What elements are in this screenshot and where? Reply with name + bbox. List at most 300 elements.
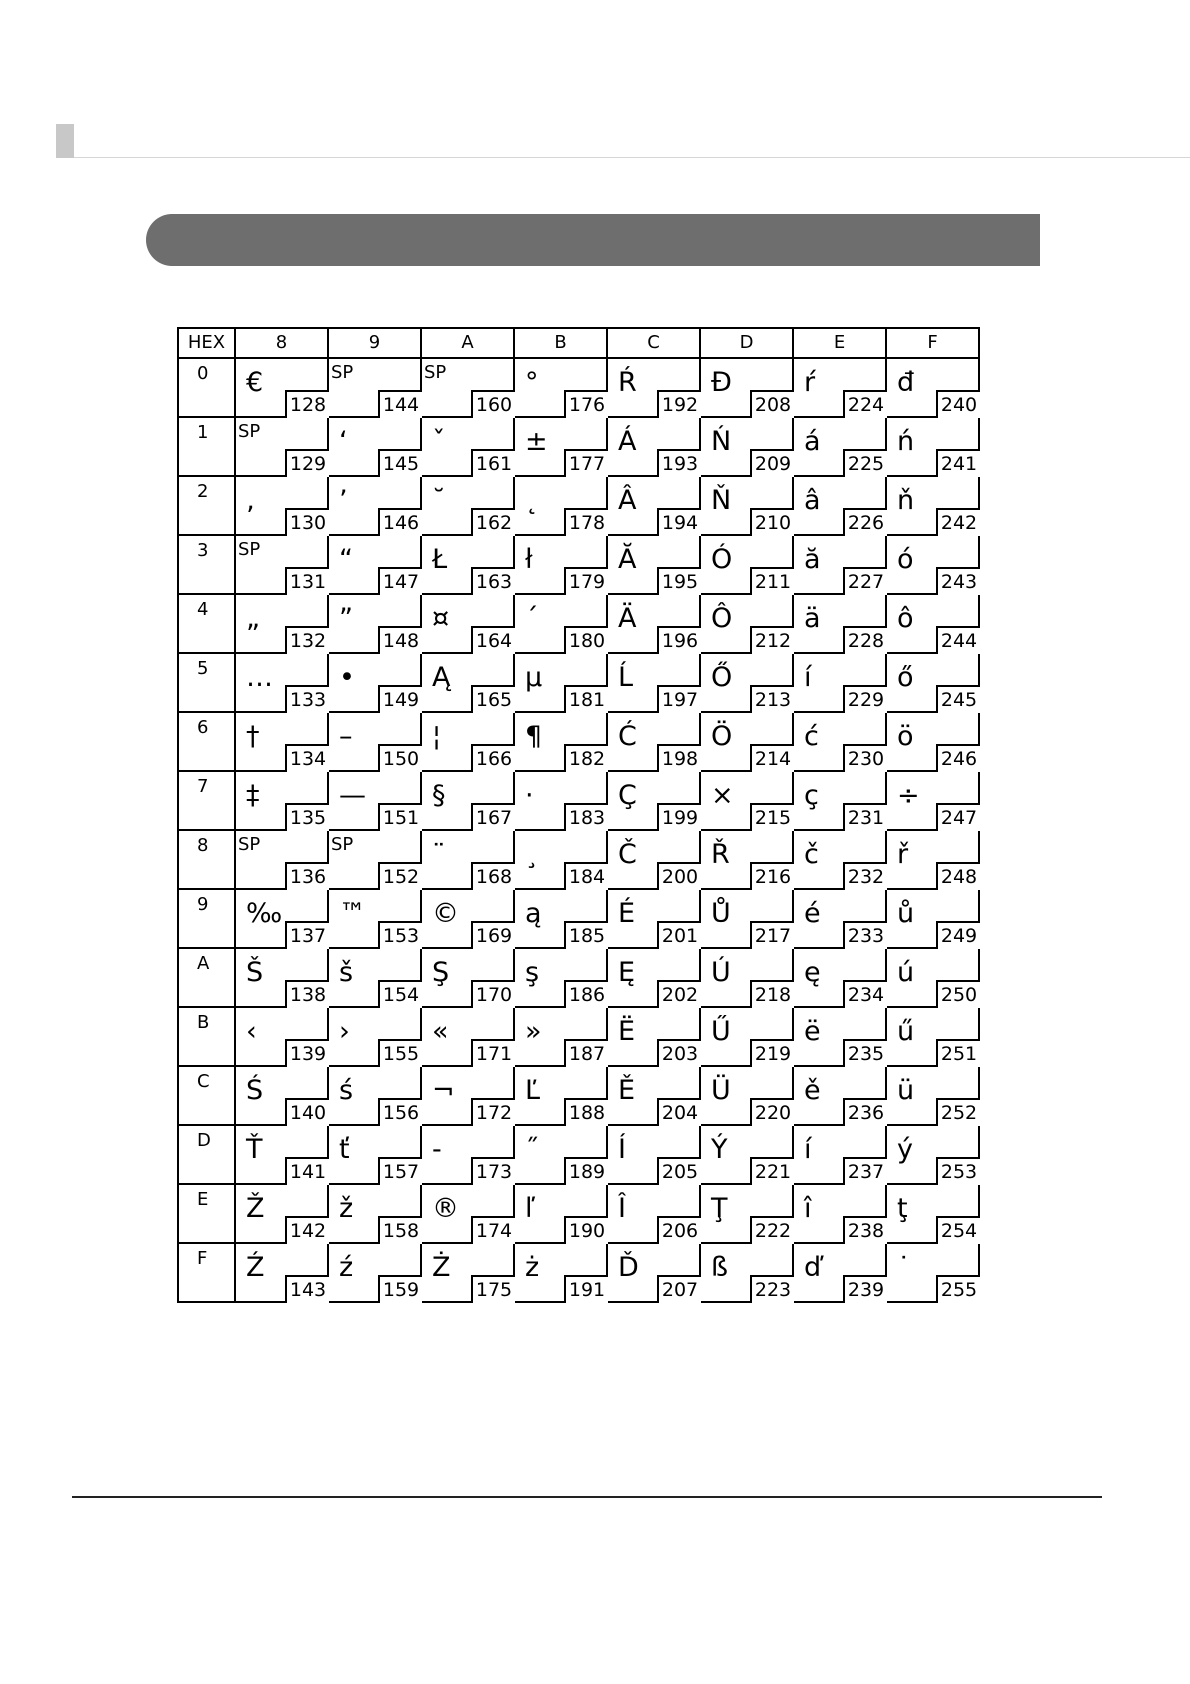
char-glyph: ŕ	[804, 367, 816, 398]
decimal-code: 229	[843, 685, 887, 713]
char-glyph: ă	[804, 544, 821, 575]
column-header-label: C	[647, 332, 660, 353]
decimal-code: 251	[936, 1039, 980, 1067]
char-glyph: ę	[804, 957, 821, 988]
char-cell	[793, 358, 886, 417]
char-glyph: ˘	[432, 485, 446, 516]
decimal-code: 249	[936, 921, 980, 949]
decimal-code: 176	[564, 390, 608, 418]
decimal-code: 167	[471, 803, 515, 831]
decimal-code: 146	[378, 508, 422, 536]
char-glyph: Ű	[711, 1016, 731, 1047]
char-cell	[607, 417, 700, 476]
char-cell	[421, 771, 514, 830]
char-cell	[514, 712, 607, 771]
table-row	[178, 653, 979, 712]
decimal-code: 133	[285, 685, 329, 713]
char-cell	[421, 476, 514, 535]
decimal-code: 156	[378, 1098, 422, 1126]
char-cell	[607, 653, 700, 712]
decimal-code: 241	[936, 449, 980, 477]
decimal-code: 233	[843, 921, 887, 949]
char-cell	[421, 1125, 514, 1184]
decimal-code: 234	[843, 980, 887, 1008]
char-glyph: ě	[804, 1075, 821, 1106]
char-cell	[700, 1243, 793, 1302]
char-cell	[514, 1184, 607, 1243]
char-cell	[235, 417, 328, 476]
row-hex-cell	[178, 1243, 235, 1302]
table-row	[178, 1243, 979, 1302]
char-cell	[514, 358, 607, 417]
char-glyph: â	[804, 485, 821, 516]
decimal-code: 196	[657, 626, 701, 654]
char-cell	[886, 594, 979, 653]
char-cell	[700, 594, 793, 653]
char-cell	[421, 653, 514, 712]
char-glyph: µ	[525, 662, 543, 693]
decimal-code: 244	[936, 626, 980, 654]
char-glyph: É	[618, 898, 636, 929]
char-cell	[328, 358, 421, 417]
char-glyph: Ó	[711, 544, 733, 575]
char-glyph: Ň	[711, 485, 732, 516]
table-row	[178, 1184, 979, 1243]
char-cell	[235, 653, 328, 712]
row-hex-label: 5	[197, 658, 209, 679]
decimal-code: 220	[750, 1098, 794, 1126]
decimal-code: 246	[936, 744, 980, 772]
decimal-code: 131	[285, 567, 329, 595]
char-cell	[421, 830, 514, 889]
row-hex-cell	[178, 1007, 235, 1066]
char-glyph: ý	[897, 1134, 913, 1165]
char-cell	[793, 594, 886, 653]
table-row	[178, 1007, 979, 1066]
char-glyph: ö	[897, 721, 914, 752]
table-row	[178, 712, 979, 771]
column-header-cell	[328, 328, 421, 358]
char-cell	[700, 535, 793, 594]
decimal-code: 250	[936, 980, 980, 1008]
char-cell	[886, 653, 979, 712]
char-glyph: ˙	[897, 1252, 911, 1283]
char-glyph: ¸	[525, 839, 539, 870]
decimal-code: 161	[471, 449, 515, 477]
char-cell	[235, 1184, 328, 1243]
char-cell	[235, 594, 328, 653]
decimal-code: 235	[843, 1039, 887, 1067]
char-glyph: Ü	[711, 1075, 731, 1106]
decimal-code: 164	[471, 626, 515, 654]
char-cell	[421, 535, 514, 594]
decimal-code: 147	[378, 567, 422, 595]
char-glyph: …	[246, 662, 273, 693]
char-cell	[235, 889, 328, 948]
decimal-code: 129	[285, 449, 329, 477]
decimal-code: 222	[750, 1216, 794, 1244]
column-header-label: D	[739, 332, 754, 353]
decimal-code: 201	[657, 921, 701, 949]
decimal-code: 253	[936, 1157, 980, 1185]
decimal-code: 243	[936, 567, 980, 595]
char-cell	[235, 1007, 328, 1066]
decimal-code: 179	[564, 567, 608, 595]
decimal-code: 227	[843, 567, 887, 595]
char-glyph: Ź	[246, 1252, 265, 1283]
char-glyph: ’	[339, 485, 348, 516]
decimal-code: 163	[471, 567, 515, 595]
row-hex-label: D	[197, 1130, 211, 1151]
column-header-cell	[421, 328, 514, 358]
char-cell	[886, 1066, 979, 1125]
table-row	[178, 594, 979, 653]
char-cell	[607, 889, 700, 948]
char-cell	[328, 1184, 421, 1243]
char-glyph: ·	[525, 780, 534, 811]
decimal-code: 245	[936, 685, 980, 713]
char-glyph: ż	[525, 1252, 540, 1283]
decimal-code: 149	[378, 685, 422, 713]
decimal-code: 210	[750, 508, 794, 536]
char-glyph: ž	[339, 1193, 354, 1224]
decimal-code: 128	[285, 390, 329, 418]
decimal-code: 205	[657, 1157, 701, 1185]
decimal-code: 195	[657, 567, 701, 595]
char-glyph: ×	[711, 780, 734, 811]
table-row	[178, 889, 979, 948]
char-cell	[793, 653, 886, 712]
decimal-code: 183	[564, 803, 608, 831]
char-cell	[700, 712, 793, 771]
char-cell	[607, 771, 700, 830]
char-cell	[328, 771, 421, 830]
table-row	[178, 771, 979, 830]
row-hex-label: 4	[197, 599, 209, 620]
decimal-code: 248	[936, 862, 980, 890]
char-glyph: Ŕ	[618, 367, 637, 398]
char-cell	[328, 1007, 421, 1066]
char-cell	[514, 830, 607, 889]
decimal-code: 172	[471, 1098, 515, 1126]
decimal-code: 194	[657, 508, 701, 536]
char-cell	[793, 830, 886, 889]
char-glyph: «	[432, 1016, 449, 1047]
row-hex-label: 8	[197, 835, 209, 856]
decimal-code: 162	[471, 508, 515, 536]
char-cell	[514, 948, 607, 1007]
char-glyph: ú	[897, 957, 915, 988]
char-glyph: Š	[246, 957, 264, 988]
char-glyph: ü	[897, 1075, 915, 1106]
decimal-code: 189	[564, 1157, 608, 1185]
char-cell	[700, 771, 793, 830]
char-cell	[421, 417, 514, 476]
char-cell	[328, 889, 421, 948]
char-glyph: ť	[339, 1134, 350, 1165]
char-glyph: §	[432, 780, 446, 811]
decimal-code: 202	[657, 980, 701, 1008]
char-glyph: ¤	[432, 603, 450, 634]
char-cell	[421, 1243, 514, 1302]
row-hex-cell	[178, 1066, 235, 1125]
section-heading-bar	[146, 214, 1040, 266]
decimal-code: 153	[378, 921, 422, 949]
char-glyph: ć	[804, 721, 819, 752]
char-cell	[328, 1125, 421, 1184]
char-glyph: †	[246, 721, 260, 752]
char-cell	[793, 476, 886, 535]
decimal-code: 255	[936, 1275, 980, 1303]
char-cell	[514, 653, 607, 712]
decimal-code: 145	[378, 449, 422, 477]
row-hex-label: 0	[197, 363, 209, 384]
char-cell	[607, 1125, 700, 1184]
char-glyph: ”	[339, 603, 353, 634]
row-hex-cell	[178, 771, 235, 830]
decimal-code: 138	[285, 980, 329, 1008]
decimal-code: 224	[843, 390, 887, 418]
decimal-code: 197	[657, 685, 701, 713]
column-header-cell	[793, 328, 886, 358]
char-glyph: Ő	[711, 662, 733, 693]
char-cell	[328, 1066, 421, 1125]
column-header-label: E	[833, 332, 846, 353]
decimal-code: 237	[843, 1157, 887, 1185]
char-glyph: ń	[897, 426, 915, 457]
decimal-code: 143	[285, 1275, 329, 1303]
char-cell	[793, 889, 886, 948]
char-cell	[886, 948, 979, 1007]
footer-rule	[72, 1496, 1102, 1498]
char-glyph: Ö	[711, 721, 733, 752]
char-glyph: ˝	[525, 1134, 539, 1165]
char-glyph: ±	[525, 426, 548, 457]
char-glyph: ˇ	[432, 426, 446, 457]
table-row	[178, 358, 979, 417]
char-cell	[793, 417, 886, 476]
decimal-code: 240	[936, 390, 980, 418]
table-row	[178, 830, 979, 889]
decimal-code: 208	[750, 390, 794, 418]
decimal-code: 180	[564, 626, 608, 654]
char-glyph: Í	[618, 1134, 626, 1165]
decimal-code: 137	[285, 921, 329, 949]
char-glyph: ň	[897, 485, 915, 516]
char-cell	[886, 830, 979, 889]
row-hex-label: 3	[197, 540, 209, 561]
row-hex-label: E	[197, 1189, 209, 1210]
char-glyph: °	[525, 367, 539, 398]
table-row	[178, 535, 979, 594]
char-glyph: -	[432, 1134, 442, 1165]
char-glyph: ź	[339, 1252, 354, 1283]
char-cell	[700, 889, 793, 948]
decimal-code: 159	[378, 1275, 422, 1303]
char-glyph: Ľ	[525, 1075, 541, 1106]
char-cell	[514, 1007, 607, 1066]
decimal-code: 141	[285, 1157, 329, 1185]
char-cell	[607, 948, 700, 1007]
decimal-code: 232	[843, 862, 887, 890]
char-glyph: ű	[897, 1016, 915, 1047]
char-cell	[607, 712, 700, 771]
char-glyph: »	[525, 1016, 542, 1047]
decimal-code: 236	[843, 1098, 887, 1126]
char-cell	[421, 948, 514, 1007]
decimal-code: 151	[378, 803, 422, 831]
char-glyph: •	[339, 662, 355, 693]
row-hex-label: A	[197, 953, 210, 974]
char-cell	[235, 948, 328, 1007]
column-header-cell	[607, 328, 700, 358]
row-hex-cell	[178, 1125, 235, 1184]
char-glyph: ş	[525, 957, 540, 988]
decimal-code: 142	[285, 1216, 329, 1244]
char-cell	[607, 1007, 700, 1066]
char-cell	[328, 948, 421, 1007]
char-glyph: í	[804, 1134, 812, 1165]
decimal-code: 166	[471, 744, 515, 772]
char-cell	[700, 476, 793, 535]
char-cell	[700, 417, 793, 476]
char-glyph: Đ	[711, 367, 732, 398]
decimal-code: 178	[564, 508, 608, 536]
char-glyph: ‘	[339, 426, 348, 457]
column-header-cell	[700, 328, 793, 358]
row-hex-cell	[178, 476, 235, 535]
row-hex-cell	[178, 594, 235, 653]
char-cell	[235, 1243, 328, 1302]
table-row	[178, 1125, 979, 1184]
column-header-label: 8	[275, 332, 288, 353]
decimal-code: 155	[378, 1039, 422, 1067]
char-glyph: Ă	[618, 544, 637, 575]
row-hex-label: F	[197, 1248, 208, 1269]
decimal-code: 209	[750, 449, 794, 477]
char-cell	[793, 1007, 886, 1066]
char-cell	[607, 1066, 700, 1125]
char-cell	[793, 1125, 886, 1184]
char-cell	[886, 1243, 979, 1302]
char-cell	[514, 1066, 607, 1125]
char-glyph: Ä	[618, 603, 637, 634]
char-cell	[607, 1184, 700, 1243]
char-glyph: Ę	[618, 957, 636, 988]
char-cell	[235, 830, 328, 889]
decimal-code: 203	[657, 1039, 701, 1067]
char-glyph: Ż	[432, 1252, 451, 1283]
char-glyph: Ô	[711, 603, 733, 634]
row-hex-label: 6	[197, 717, 209, 738]
decimal-code: 219	[750, 1039, 794, 1067]
decimal-code: 165	[471, 685, 515, 713]
decimal-code: 185	[564, 921, 608, 949]
char-glyph: ‰	[246, 898, 283, 929]
char-glyph: ‡	[246, 780, 260, 811]
char-cell	[793, 948, 886, 1007]
decimal-code: 169	[471, 921, 515, 949]
decimal-code: 191	[564, 1275, 608, 1303]
char-glyph: ś	[339, 1075, 354, 1106]
row-hex-cell	[178, 889, 235, 948]
header-rule	[74, 157, 1190, 158]
decimal-code: 230	[843, 744, 887, 772]
row-hex-cell	[178, 830, 235, 889]
char-glyph: á	[804, 426, 821, 457]
char-cell	[421, 594, 514, 653]
decimal-code: 217	[750, 921, 794, 949]
char-glyph: Ů	[711, 898, 731, 929]
char-glyph: ů	[897, 898, 915, 929]
char-glyph: í	[804, 662, 812, 693]
decimal-code: 218	[750, 980, 794, 1008]
row-hex-cell	[178, 417, 235, 476]
char-cell	[235, 476, 328, 535]
decimal-code: 225	[843, 449, 887, 477]
char-glyph: €	[246, 367, 264, 398]
decimal-code: 239	[843, 1275, 887, 1303]
row-hex-label: C	[197, 1071, 210, 1092]
column-header-label: 9	[368, 332, 381, 353]
char-glyph: ó	[897, 544, 914, 575]
table-row	[178, 948, 979, 1007]
row-hex-label: 2	[197, 481, 209, 502]
char-cell	[793, 1066, 886, 1125]
char-cell	[607, 476, 700, 535]
char-glyph: Ď	[618, 1252, 639, 1283]
decimal-code: 238	[843, 1216, 887, 1244]
char-glyph: ©	[432, 898, 459, 929]
char-cell	[886, 417, 979, 476]
decimal-code: 140	[285, 1098, 329, 1126]
decimal-code: 252	[936, 1098, 980, 1126]
char-glyph: ř	[897, 839, 909, 870]
char-glyph: ‚	[246, 485, 255, 516]
char-glyph: ł	[525, 544, 533, 575]
char-glyph: ¶	[525, 721, 543, 752]
char-cell	[514, 476, 607, 535]
row-hex-label: 9	[197, 894, 209, 915]
row-hex-cell	[178, 948, 235, 1007]
char-glyph: ÷	[897, 780, 920, 811]
char-glyph: Ë	[618, 1016, 636, 1047]
char-glyph: Ą	[432, 662, 451, 693]
char-glyph: „	[246, 603, 260, 634]
char-cell	[886, 1184, 979, 1243]
decimal-code: 231	[843, 803, 887, 831]
char-cell	[514, 1243, 607, 1302]
row-hex-cell	[178, 1184, 235, 1243]
row-hex-label: B	[197, 1012, 210, 1033]
char-cell	[328, 712, 421, 771]
char-cell	[886, 1125, 979, 1184]
char-cell	[235, 1066, 328, 1125]
char-cell	[514, 417, 607, 476]
decimal-code: 148	[378, 626, 422, 654]
char-glyph: ˛	[525, 485, 539, 516]
char-cell	[235, 712, 328, 771]
char-cell	[886, 476, 979, 535]
char-cell	[700, 1066, 793, 1125]
char-glyph: Ě	[618, 1075, 636, 1106]
char-glyph: č	[804, 839, 819, 870]
table-header-row	[178, 328, 979, 358]
char-glyph: ¬	[432, 1075, 455, 1106]
char-cell	[886, 712, 979, 771]
hex-header-label: HEX	[187, 332, 226, 353]
decimal-code: 207	[657, 1275, 701, 1303]
